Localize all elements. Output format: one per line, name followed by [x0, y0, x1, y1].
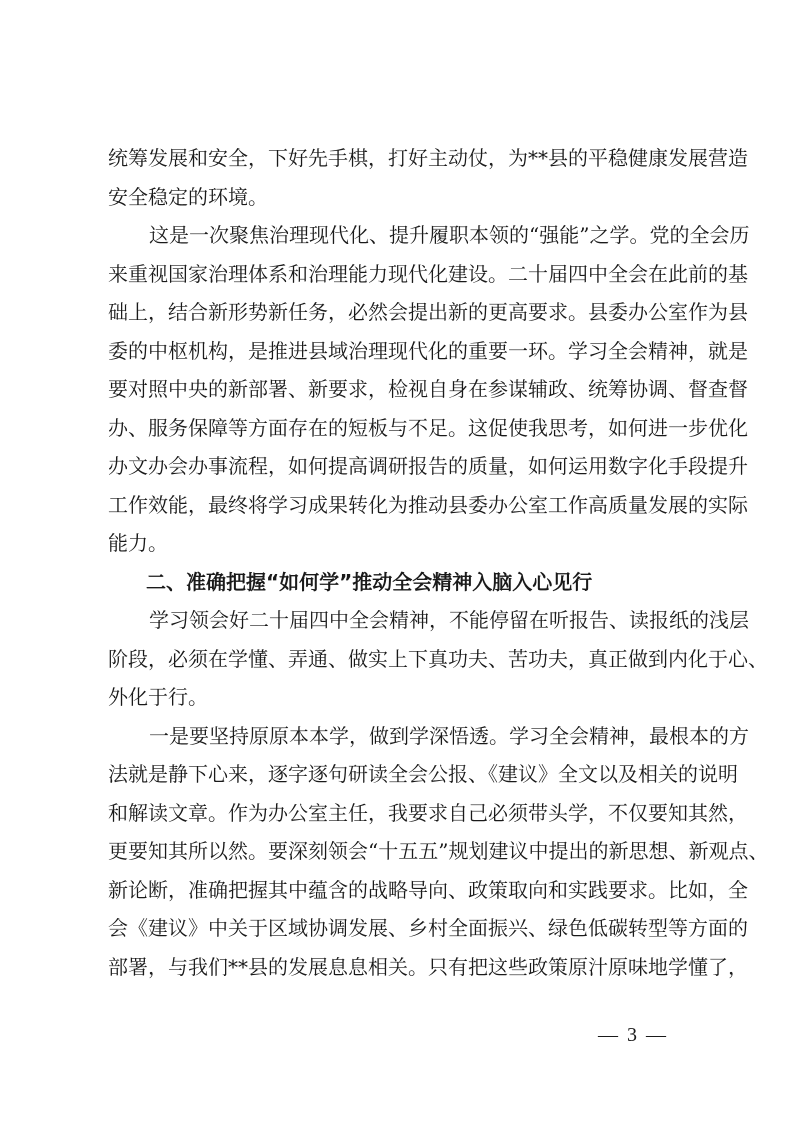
- page-number: — 3 —: [598, 1024, 668, 1046]
- paragraph: [108, 717, 769, 987]
- text-line: 新论断，准确把握其中蕴含的战略导向、政策取向和实践要求。比如，全: [108, 877, 748, 902]
- paragraph: [108, 216, 750, 563]
- paragraph: [108, 139, 748, 216]
- heading-text: 二、准确把握“如何学”推动全会精神入脑入心见行: [146, 569, 593, 594]
- text-line: 更要知其所以然。要深刻领会“十五五”规划建议中提出的新思想、新观点、: [108, 839, 769, 863]
- text-line: 安全稳定的环境。: [108, 184, 268, 209]
- text-line: 能力。: [108, 531, 168, 555]
- text-line: 办、服务保障等方面存在的短板与不足。这促使我思考，如何进一步优化: [108, 415, 748, 440]
- paragraph: [108, 601, 768, 717]
- text-line: 础上，结合新形势新任务，必然会提出新的更高要求。县委办公室作为县: [108, 300, 748, 324]
- text-line: 部署，与我们**县的发展息息相关。只有把这些政策原汁原味地学懂了，: [108, 954, 748, 979]
- document-body: [108, 139, 769, 986]
- text-line: 要对照中央的新部署、新要求，检视自身在参谋辅政、统筹协调、督查督: [108, 377, 748, 401]
- section-heading: [108, 563, 690, 602]
- text-line: 委的中枢机构，是推进县域治理现代化的重要一环。学习全会精神，就是: [108, 338, 748, 363]
- text-line: 和解读文章。作为办公室主任，我要求自己必须带头学，不仅要知其然，: [108, 800, 748, 825]
- text-line: 工作效能，最终将学习成果转化为推动县委办公室工作高质量发展的实际: [108, 492, 748, 517]
- text-line: 来重视国家治理体系和治理能力现代化建设。二十届四中全会在此前的基: [108, 261, 748, 286]
- text-line: 办文办会办事流程，如何提高调研报告的质量，如何运用数字化手段提升: [108, 454, 748, 478]
- text-line: 法就是静下心来，逐字逐句研读全会公报、《建议》全文以及相关的说明: [108, 762, 738, 786]
- text-line: 这是一次聚焦治理现代化、提升履职本领的“强能”之学。党的全会历: [149, 223, 750, 247]
- text-line: 会《建议》中关于区域协调发展、乡村全面振兴、绿色低碳转型等方面的: [108, 916, 748, 940]
- text-line: 统筹发展和安全，下好先手棋，打好主动仗，为**县的平稳健康发展营造: [108, 146, 748, 170]
- text-line: 阶段，必须在学懂、弄通、做实上下真功夫、苦功夫，真正做到内化于心、: [108, 646, 768, 671]
- text-line: 一是要坚持原原本本学，做到学深悟透。学习全会精神，最根本的方: [149, 723, 749, 748]
- text-line: 外化于行。: [108, 685, 208, 709]
- text-line: 学习领会好二十届四中全会精神，不能停留在听报告、读报纸的浅层: [149, 608, 749, 632]
